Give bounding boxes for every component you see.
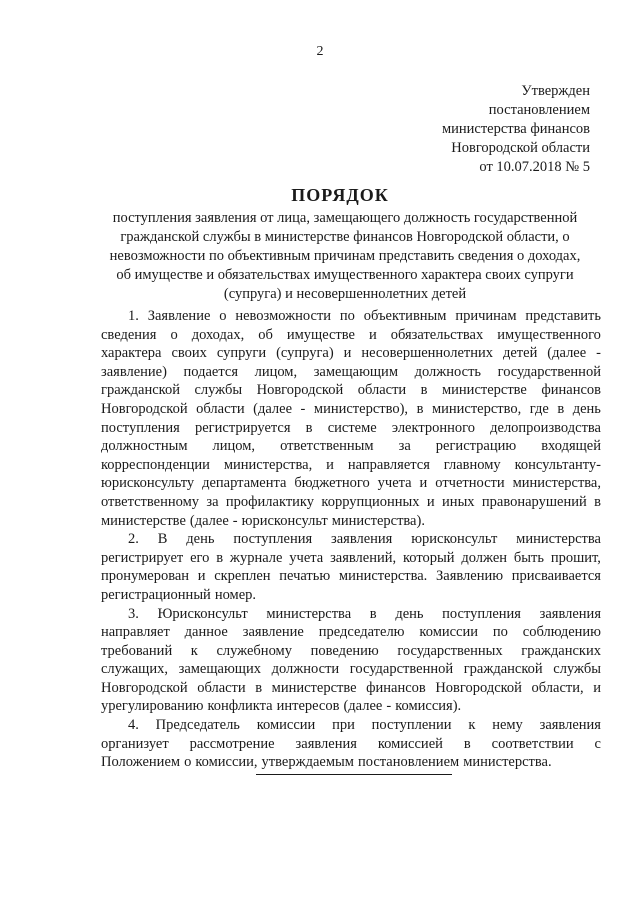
word: представить <box>525 308 601 324</box>
word: за <box>398 438 411 455</box>
word: рассмотрение <box>189 735 275 752</box>
word: (далее <box>343 698 383 715</box>
word: направляет <box>101 624 170 641</box>
word: должность <box>414 363 482 380</box>
word: должен <box>461 549 508 566</box>
word: и <box>343 345 352 362</box>
paragraph-line <box>101 419 601 438</box>
word: по <box>339 308 355 324</box>
word: в <box>557 400 565 417</box>
word: области, <box>531 679 584 696</box>
word: делопроизводства <box>490 419 601 436</box>
paragraph-line <box>101 567 601 586</box>
word: сведения <box>101 326 157 343</box>
word: интересов <box>276 698 340 715</box>
paragraph-line <box>101 586 601 605</box>
subtitle-line: (супруга) и несовершеннолетних детей <box>223 286 467 302</box>
word: - <box>386 698 392 715</box>
word: 4. <box>128 717 139 734</box>
word: в <box>594 493 601 510</box>
word: должностным <box>101 438 188 455</box>
word: иных <box>442 493 475 510</box>
paragraph-line <box>101 549 601 568</box>
word: гражданских <box>521 642 601 659</box>
word: заявления <box>331 531 393 548</box>
word: лицом, <box>212 438 256 455</box>
word: учета <box>377 475 412 492</box>
word: супруги <box>216 345 267 362</box>
word: об <box>258 326 273 343</box>
word: направляется <box>347 456 430 473</box>
word: объективным <box>363 308 447 324</box>
word: Новгородской <box>101 679 188 696</box>
word: характера <box>101 345 162 362</box>
paragraph-line <box>101 307 601 326</box>
word: день <box>186 531 215 548</box>
word: поступлении <box>371 717 452 734</box>
word: к <box>190 642 198 659</box>
word: день <box>395 605 424 622</box>
word: должности <box>271 661 340 678</box>
document-body <box>101 307 601 772</box>
word: юрисконсульт <box>411 531 498 548</box>
word: 3. <box>128 605 139 622</box>
word: комиссией <box>377 735 443 752</box>
word: министерстве <box>271 679 357 696</box>
word: и <box>426 493 435 510</box>
word: Заявление <box>147 308 211 324</box>
word: быть <box>513 549 544 566</box>
paragraph-line <box>101 381 601 400</box>
word: невозможности <box>235 308 332 324</box>
word: государственной <box>497 363 601 380</box>
word: доходах, <box>191 326 245 343</box>
word: В <box>157 531 168 548</box>
word: в <box>216 549 224 566</box>
word: обязательствах <box>390 326 484 343</box>
word: ответственным <box>280 438 374 455</box>
document-subtitle <box>0 209 640 304</box>
word: в <box>305 419 313 436</box>
closing-rule <box>256 774 452 775</box>
word: печатью <box>279 568 331 585</box>
word: отчетности <box>435 475 505 492</box>
word: в <box>255 679 263 696</box>
word: регистрируется <box>194 419 291 436</box>
word: Положением <box>101 754 181 771</box>
word: подается <box>183 363 238 380</box>
word: министерстве <box>101 512 186 529</box>
word: регистрирует <box>101 549 184 566</box>
word: заявления <box>539 605 601 622</box>
word: (далее <box>547 345 587 362</box>
word: требований <box>101 642 173 659</box>
word: и <box>197 568 206 585</box>
word: имуществе <box>286 326 355 343</box>
word: утверждаемым <box>261 754 354 771</box>
word: служащих, <box>101 661 168 678</box>
word: учета <box>289 549 324 566</box>
word: службы <box>194 382 243 399</box>
paragraph-line <box>101 437 601 456</box>
word: Председатель <box>155 717 240 734</box>
word: где <box>529 400 549 417</box>
word: Новгородской <box>101 400 188 417</box>
word: регистрационный <box>101 586 211 603</box>
word: Новгородской <box>256 382 344 399</box>
paragraph-line <box>101 605 601 624</box>
word: министерство), <box>313 400 409 417</box>
word: в <box>420 382 428 399</box>
word: поведению <box>310 642 379 659</box>
word: организует <box>101 735 169 752</box>
paragraph-line <box>101 326 601 345</box>
word: (далее <box>253 400 293 417</box>
word: несовершеннолетних <box>361 345 494 362</box>
word: комиссии <box>419 624 479 641</box>
word: комиссии, <box>195 754 258 771</box>
subtitle-line: об имуществе и обязательствах имущественного характера своих супруги <box>116 267 574 283</box>
word: данное <box>184 624 228 641</box>
word: - <box>232 512 238 529</box>
word: прошит, <box>550 549 601 566</box>
word: корреспонденции <box>101 456 210 473</box>
paragraph-line <box>101 530 601 549</box>
word: комиссия). <box>395 698 462 715</box>
word: при <box>332 717 355 734</box>
approval-line: постановлением <box>488 102 590 118</box>
word: ответственному <box>101 493 199 510</box>
word: министерства). <box>331 512 425 529</box>
subtitle-line: невозможности по объективным причинам представить сведения о доходах, <box>109 248 581 264</box>
word: профилактику <box>225 493 315 510</box>
word: области <box>196 400 245 417</box>
word: имущественного <box>497 326 601 343</box>
word: 1. <box>128 308 139 324</box>
word: его <box>190 549 210 566</box>
word: скреплен <box>214 568 271 585</box>
word: главному <box>443 456 501 473</box>
word: министерства <box>266 605 352 622</box>
word: области <box>197 679 246 696</box>
word: государственной <box>349 661 454 678</box>
word: входящей <box>541 438 601 455</box>
approval-line: министерства финансов <box>441 121 590 137</box>
word: урегулированию <box>101 698 204 715</box>
word: соответствии <box>491 735 574 752</box>
paragraph-line <box>101 344 601 363</box>
word: министерства. <box>338 568 428 585</box>
word: министерства, <box>512 475 601 492</box>
word: Заявлению <box>436 568 504 585</box>
word: о <box>170 326 178 343</box>
word: день <box>572 400 601 417</box>
word: нему <box>492 717 523 734</box>
word: замещающих <box>178 661 261 678</box>
paragraph-line <box>101 660 601 679</box>
approval-stamp-text <box>442 82 590 177</box>
word: за <box>206 493 219 510</box>
word: своих <box>171 345 207 362</box>
word: консультанту- <box>514 456 601 473</box>
word: правонарушений <box>481 493 587 510</box>
paragraph-line <box>101 753 601 772</box>
word: в <box>369 605 377 622</box>
paragraph-line <box>101 679 601 698</box>
word: области <box>357 382 407 399</box>
word: коррупционных <box>321 493 420 510</box>
word: гражданской <box>101 382 180 399</box>
word: 2. <box>128 531 139 548</box>
word: поступления <box>101 419 180 436</box>
word: заявления <box>295 735 357 752</box>
word: и <box>419 475 428 492</box>
approval-line: Новгородской области <box>451 140 590 156</box>
word: бюджетного <box>294 475 370 492</box>
word: и <box>326 456 334 473</box>
word: поступления <box>233 531 313 548</box>
word: детей <box>502 345 538 362</box>
word: - <box>300 400 306 417</box>
word: номер. <box>214 586 257 603</box>
word: конфликта <box>207 698 273 715</box>
word: причинам <box>455 308 517 324</box>
paragraph-line <box>101 716 601 735</box>
word: службы <box>553 661 601 678</box>
paragraph-line <box>101 474 601 493</box>
word: присваивается <box>511 568 601 585</box>
word: комиссии <box>256 717 316 734</box>
paragraph-line <box>101 456 601 475</box>
word: - <box>596 345 601 362</box>
word: (супруга) <box>276 345 334 362</box>
word: замещающим <box>313 363 398 380</box>
word: о <box>184 754 192 771</box>
word: который <box>402 549 455 566</box>
word: журнале <box>229 549 283 566</box>
word: государственных <box>397 642 503 659</box>
word: лицом, <box>254 363 298 380</box>
word: системе <box>327 419 377 436</box>
word: по <box>492 624 508 641</box>
word: постановлением <box>357 754 460 771</box>
paragraph-line <box>101 623 601 642</box>
word: заявление <box>242 624 304 641</box>
word: министерства <box>516 531 601 548</box>
word: в <box>463 735 471 752</box>
word: департамента <box>202 475 287 492</box>
word: с <box>594 735 601 752</box>
word: заявлений, <box>330 549 397 566</box>
subtitle-line: поступления заявления от лица, замещающего должность государственной <box>112 210 578 226</box>
paragraph-line <box>101 735 601 754</box>
word: регистрацию <box>435 438 517 455</box>
approval-line: Утвержден <box>521 83 590 99</box>
word: гражданской <box>463 661 543 678</box>
word: (далее <box>189 512 229 529</box>
paragraph-line <box>101 512 601 531</box>
subtitle-line: гражданской службы в министерстве финансов Новгородской области, о <box>120 229 570 245</box>
word: к <box>468 717 476 734</box>
approval-line: от 10.07.2018 № 5 <box>479 159 590 175</box>
word: министерство, <box>431 400 522 417</box>
word: заявление) <box>101 363 167 380</box>
word: заявления <box>539 717 601 734</box>
word: о <box>219 308 227 324</box>
word: поступления <box>442 605 521 622</box>
word: соблюдению <box>522 624 601 641</box>
word: финансов <box>366 679 426 696</box>
word: служебному <box>216 642 292 659</box>
paragraph-line <box>101 400 601 419</box>
paragraph-line <box>101 642 601 661</box>
word: председателю <box>318 624 405 641</box>
word: финансов <box>541 382 601 399</box>
word: министерства, <box>223 456 313 473</box>
paragraph-line <box>101 363 601 382</box>
word: министерства. <box>463 754 552 771</box>
word: электронного <box>391 419 475 436</box>
word: Юрисконсульт <box>157 605 248 622</box>
word: и <box>368 326 377 343</box>
page-number: 2 <box>316 44 324 59</box>
word: Новгородской <box>435 679 522 696</box>
word: пронумерован <box>101 568 190 585</box>
word: в <box>416 400 424 417</box>
word: юрисконсульту <box>101 475 195 492</box>
word: юрисконсульт <box>241 512 328 529</box>
paragraph-line <box>101 697 601 716</box>
document-title: ПОРЯДОК <box>291 185 389 205</box>
paragraph-line <box>101 493 601 512</box>
word: и <box>593 679 601 696</box>
word: министерстве <box>441 382 527 399</box>
